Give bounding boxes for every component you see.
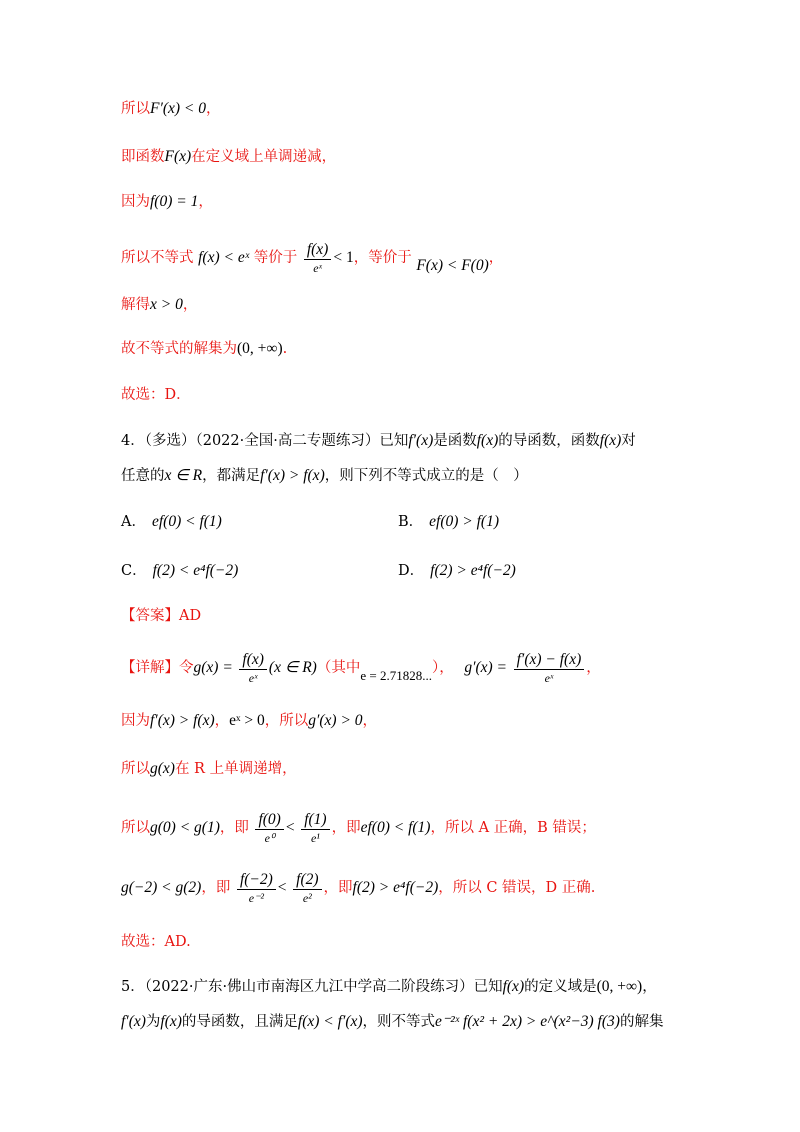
fraction	[301, 811, 329, 846]
q4-answer: 【答案】AD	[121, 608, 202, 624]
formula: ef(0) < f(1)	[360, 819, 431, 836]
formula: x > 0	[150, 296, 183, 313]
q4-stem-line-2	[121, 465, 740, 487]
formula: <	[277, 879, 287, 896]
text: 所以	[121, 761, 150, 777]
text: ，	[642, 979, 657, 995]
text: 的导函数，函数	[498, 433, 600, 449]
formula: g′(x) > 0	[308, 712, 363, 729]
text: 因为	[121, 713, 150, 729]
option-label: C．	[121, 563, 147, 579]
formula: f(x)	[599, 432, 622, 449]
text: ，所以 C 错误，D 正确.	[438, 880, 596, 896]
fraction	[237, 871, 276, 906]
formula: f′(x)	[408, 432, 434, 449]
text: .	[282, 341, 288, 357]
q4-step-1	[121, 710, 740, 732]
fraction-numerator: f(2)	[293, 871, 321, 890]
text: 在 R 上单调递增，	[174, 761, 297, 777]
q4-step-3	[121, 808, 740, 848]
formula: f(2) > e⁴f(−2)	[352, 879, 439, 896]
text: ，则不等式	[362, 1014, 436, 1030]
solution-line-3	[121, 191, 740, 213]
formula: (0, +∞)	[596, 978, 643, 995]
formula: f(x)	[502, 978, 525, 995]
formula: g′(x) =	[464, 659, 508, 676]
formula: f′(x) > f(x)	[260, 467, 325, 484]
text: 的导函数，且满足	[181, 1014, 298, 1030]
fraction-denominator: e⁰	[264, 830, 275, 845]
text: 即函数	[121, 149, 165, 165]
fraction-numerator: f(x)	[239, 651, 267, 670]
text: 因为	[121, 194, 150, 210]
formula: F′(x) < 0	[150, 100, 207, 117]
fraction-denominator: e²	[302, 890, 312, 905]
q4-detail-line	[121, 648, 740, 688]
fraction	[293, 871, 321, 906]
solution-line-2	[121, 146, 740, 168]
fraction-numerator: f(1)	[301, 811, 329, 830]
option-c	[121, 560, 238, 582]
text: 是函数	[433, 433, 477, 449]
formula: F(x)	[164, 148, 192, 165]
option-d	[398, 560, 516, 582]
text: 所以	[121, 820, 150, 836]
option-formula: ef(0) < f(1)	[151, 513, 222, 530]
fraction-numerator: f(−2)	[237, 871, 276, 890]
formula: f′(x)	[121, 1013, 146, 1030]
formula: g(x) =	[193, 659, 233, 676]
formula: f′(x) > f(x)	[150, 712, 215, 729]
formula: f(x)	[160, 1013, 182, 1030]
formula: g(x)	[150, 760, 175, 777]
text: ，即	[201, 880, 231, 896]
q5-stem-line-1	[121, 976, 740, 998]
fraction	[239, 651, 267, 686]
fraction	[304, 241, 332, 276]
text: ，等价于	[353, 250, 412, 266]
formula: (x ∈ R)	[268, 659, 317, 676]
fraction-denominator: e⁻²	[248, 890, 264, 905]
solution-line-1	[121, 98, 740, 120]
formula: e = 2.71828...	[360, 668, 432, 683]
solution-line-4	[121, 238, 740, 278]
text: ，	[198, 194, 213, 210]
text: 【详解】令	[121, 660, 194, 676]
formula: g(−2) < g(2)	[121, 879, 202, 896]
text: ，	[206, 101, 221, 117]
formula: x ∈ R	[164, 467, 203, 484]
text: ，即	[331, 820, 361, 836]
formula: f(x)	[476, 432, 499, 449]
fraction-numerator: f′(x) − f(x)	[514, 651, 585, 670]
text: （其中	[316, 660, 361, 676]
option-label: D．	[398, 563, 425, 579]
solution-line-7: 故选：D．	[121, 387, 191, 403]
q4-step-5: 故选：AD.	[121, 934, 191, 950]
text: ，	[362, 713, 378, 729]
formula: F(x) < F(0)	[416, 257, 489, 274]
formula: f(x) < eˣ	[198, 249, 250, 266]
formula: f(x) < f′(x)	[297, 1013, 363, 1030]
text: 等价于	[253, 250, 298, 266]
q4-step-4	[121, 868, 740, 908]
text: 的解集	[619, 1014, 664, 1030]
text: ，所以	[264, 713, 309, 729]
option-formula: f(2) > e⁴f(−2)	[430, 562, 516, 579]
option-formula: ef(0) > f(1)	[429, 513, 500, 530]
formula: e⁻²ˣ f(x² + 2x) > e^(x²−3) f(3)	[435, 1013, 620, 1030]
option-formula: f(2) < e⁴f(−2)	[152, 562, 239, 579]
formula: < 1	[333, 249, 354, 266]
option-a	[121, 511, 222, 533]
text: ，	[214, 713, 230, 729]
fraction-denominator: e¹	[310, 830, 320, 845]
formula: f(0) = 1	[150, 193, 199, 210]
fraction-numerator: f(0)	[255, 811, 283, 830]
text: 在定义域上单调递减，	[191, 149, 337, 165]
text: 故不等式的解集为	[121, 341, 237, 357]
option-label: A．	[121, 514, 146, 530]
fraction	[514, 651, 585, 686]
text: 4．（多选）（2022·全国·高二专题练习）已知	[121, 433, 409, 449]
formula: eˣ > 0	[229, 712, 265, 729]
solution-line-6	[121, 338, 740, 360]
text: 所以不等式	[121, 250, 194, 266]
text: 任意的	[121, 468, 165, 484]
option-label: B．	[398, 514, 424, 530]
text: ，	[182, 297, 198, 313]
text: ），	[431, 660, 454, 676]
formula: g(0) < g(1)	[150, 819, 220, 836]
text: ，	[488, 250, 504, 266]
text: 5．（2022·广东·佛山市南海区九江中学高二阶段练习）已知	[121, 979, 503, 995]
text: ，即	[323, 880, 353, 896]
text: ，所以 A 正确，B 错误；	[430, 820, 596, 836]
fraction-numerator: f(x)	[304, 241, 332, 260]
text: ，	[586, 660, 601, 676]
option-b	[398, 511, 499, 533]
fraction-denominator: eˣ	[544, 670, 554, 685]
text: ，都满足	[202, 468, 261, 484]
formula: <	[285, 819, 295, 836]
q4-step-2	[121, 758, 740, 780]
fraction-denominator: eˣ	[313, 260, 322, 275]
text: 解得	[121, 297, 150, 313]
formula: (0, +∞)	[237, 340, 283, 357]
text: 为	[145, 1014, 161, 1030]
text: 对	[621, 433, 636, 449]
solution-line-5	[121, 294, 740, 316]
q4-stem-line-1	[121, 430, 740, 452]
text: 所以	[121, 101, 150, 117]
fraction	[255, 811, 283, 846]
q5-stem-line-2	[121, 1011, 740, 1033]
text: ，则下列不等式成立的是（ ）	[324, 468, 528, 484]
fraction-denominator: eˣ	[248, 670, 258, 685]
text: ，即	[219, 820, 249, 836]
text: 的定义域是	[524, 979, 597, 995]
